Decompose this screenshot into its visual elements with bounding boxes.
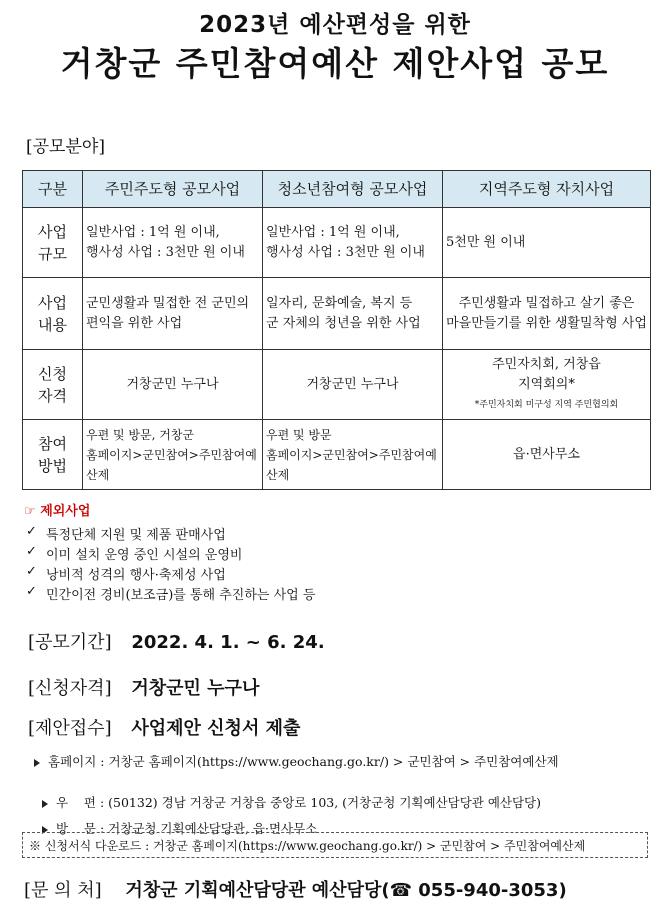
row-label: 신청 자격 [23, 350, 83, 420]
exclusion-text: 이미 설치 운영 중인 시설의 운영비 [46, 548, 243, 563]
row-label: 참여 방법 [23, 420, 83, 490]
table-row [23, 278, 651, 350]
exclusion-item [26, 524, 226, 543]
table-cell: 주민생활과 밀접하고 살기 좋은 마을만들기를 위한 생활밀착형 사업 [443, 278, 651, 350]
exclusions-heading-label: 제외사업 [40, 504, 91, 519]
table-cell [443, 350, 651, 420]
submission-value: 사업제안 신청서 제출 [131, 718, 301, 739]
submission-method-text: 홈페이지 : 거창군 홈페이지(https://www.geochang.go.kr/) > 군민참여 > 주민참여예산제 [48, 754, 559, 769]
table-header-cell: 지역주도형 자치사업 [443, 171, 651, 208]
table-row [23, 350, 651, 420]
submission-method [34, 752, 559, 770]
table-cell: 군민생활과 밀접한 전 군민의 편익을 위한 사업 [83, 278, 263, 350]
table-header-cell: 구분 [23, 171, 83, 208]
exclusions-heading [24, 500, 90, 519]
checkmark-icon: ✓ [26, 584, 37, 599]
table-cell: 거창군민 누구나 [83, 350, 263, 420]
checkmark-icon: ✓ [26, 564, 37, 579]
table-cell: 읍·면사무소 [443, 420, 651, 490]
checkmark-icon: ✓ [26, 544, 37, 559]
period-row [28, 628, 325, 654]
table-header-cell: 청소년참여형 공모사업 [263, 171, 443, 208]
exclusion-text: 민간이전 경비(보조금)를 통해 추진하는 사업 등 [46, 588, 316, 603]
contest-field-table [22, 170, 651, 490]
table-cell: 우편 및 방문, 거창군 홈페이지>군민참여>주민참여예산제 [83, 420, 263, 490]
table-cell: 우편 및 방문 홈페이지>군민참여>주민참여예산제 [263, 420, 443, 490]
submission-label: [제안접수] [28, 718, 112, 739]
eligibility-label: [신청자격] [28, 678, 112, 699]
contact-row [24, 876, 567, 902]
eligibility-row [28, 674, 259, 700]
page-title: 거창군 주민참여예산 제안사업 공모 [60, 44, 610, 83]
table-cell: 5천만 원 이내 [443, 208, 651, 278]
exclusion-text: 낭비적 성격의 행사·축제성 사업 [46, 568, 226, 583]
table-row [23, 420, 651, 490]
pointing-hand-icon: ☞ [24, 504, 36, 519]
table-cell: 거창군민 누구나 [263, 350, 443, 420]
exclusion-item [26, 584, 316, 603]
exclusion-text: 특정단체 지원 및 제품 판매사업 [46, 528, 226, 543]
period-value: 2022. 4. 1. ~ 6. 24. [131, 632, 325, 653]
exclusion-item [26, 564, 226, 583]
submission-method-text: 우 편 : (50132) 경남 거창군 거창읍 중앙로 103, (거창군청 기획예산담당관 예산담당) [55, 795, 541, 810]
table-cell: 일반사업 : 1억 원 이내, 행사성 사업 : 3천만 원 이내 [83, 208, 263, 278]
eligibility-cell-text: 주민자치회, 거창읍 지역회의* [492, 356, 601, 392]
table-cell: 일자리, 문화예술, 복지 등 군 자체의 청년을 위한 사업 [263, 278, 443, 350]
row-label: 사업 규모 [23, 208, 83, 278]
contact-value: 거창군 기획예산담당관 예산담당(☎ 055-940-3053) [125, 880, 567, 901]
contact-label: [문 의 처] [24, 880, 102, 901]
download-note-box: ※ 신청서식 다운로드 : 거창군 홈페이지(https://www.geochang.go.kr/) > 군민참여 > 주민참여예산제 [22, 832, 648, 858]
checkmark-icon: ✓ [26, 524, 37, 539]
eligibility-value: 거창군민 누구나 [131, 678, 260, 699]
submission-method-text: 방 문 : 거창군청 기획예산담당관, 읍·면사무소 [55, 821, 318, 836]
section-field-label: [공모분야] [26, 137, 105, 157]
submission-row [28, 714, 300, 740]
table-header-cell: 주민주도형 공모사업 [83, 171, 263, 208]
eligibility-footnote: *주민자치회 미구성 지역 주민협의회 [474, 399, 619, 410]
table-row [23, 208, 651, 278]
row-label: 사업 내용 [23, 278, 83, 350]
table-header-row [23, 171, 651, 208]
title-subheading: 2023년 예산편성을 위한 [199, 12, 471, 38]
period-label: [공모기간] [28, 632, 112, 653]
exclusion-item [26, 544, 243, 563]
triangle-bullet-icon [34, 759, 40, 767]
table-cell: 일반사업 : 1억 원 이내, 행사성 사업 : 3천만 원 이내 [263, 208, 443, 278]
